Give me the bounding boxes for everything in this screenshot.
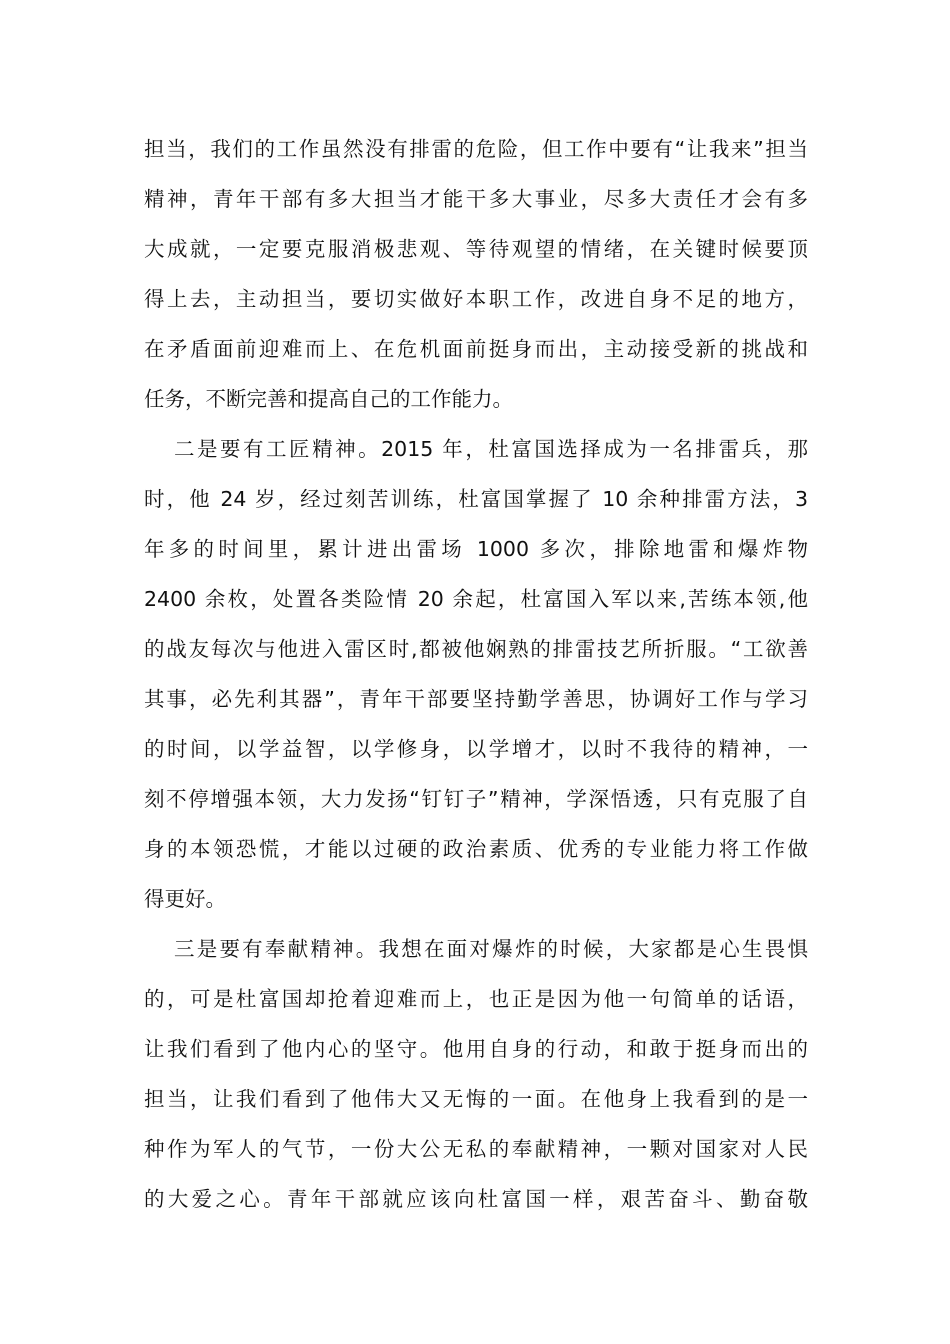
paragraph-3 — [144, 924, 808, 1224]
text-line: 大成就，一定要克服消极悲观、等待观望的情绪，在关键时候要顶 — [144, 237, 808, 261]
text-line: 担当，让我们看到了他伟大又无悔的一面。在他身上我看到的是一 — [144, 1087, 808, 1111]
text-line: 得更好。 — [144, 887, 226, 911]
paragraph-1 — [144, 124, 808, 424]
text-line: 得上去，主动担当，要切实做好本职工作，改进自身不足的地方， — [144, 287, 808, 311]
text-line: 年多的时间里，累计进出雷场 1000 多次，排除地雷和爆炸物 — [144, 537, 808, 561]
text-line: 三是要有奉献精神。我想在面对爆炸的时候，大家都是心生畏惧 — [174, 937, 808, 961]
text-line: 精神，青年干部有多大担当才能干多大事业，尽多大责任才会有多 — [144, 187, 808, 211]
text-line: 的战友每次与他进入雷区时,都被他娴熟的排雷技艺所折服。“工欲善 — [144, 637, 808, 661]
text-line: 刻不停增强本领，大力发扬“钉钉子”精神，学深悟透，只有克服了自 — [144, 787, 808, 811]
text-line: 其事，必先利其器”，青年干部要坚持勤学善思，协调好工作与学习 — [144, 687, 808, 711]
text-line: 种作为军人的气节，一份大公无私的奉献精神，一颗对国家对人民 — [144, 1137, 808, 1161]
text-line: 让我们看到了他内心的坚守。他用自身的行动，和敢于挺身而出的 — [144, 1037, 808, 1061]
text-line: 任务，不断完善和提高自己的工作能力。 — [144, 387, 513, 411]
text-line: 担当，我们的工作虽然没有排雷的危险，但工作中要有“让我来”担当 — [144, 137, 808, 161]
document-body — [144, 124, 808, 1224]
text-line: 身的本领恐慌，才能以过硬的政治素质、优秀的专业能力将工作做 — [144, 837, 808, 861]
text-line: 的，可是杜富国却抢着迎难而上，也正是因为他一句简单的话语， — [144, 987, 808, 1011]
text-line: 的大爱之心。青年干部就应该向杜富国一样，艰苦奋斗、勤奋敬 — [144, 1187, 808, 1211]
paragraph-2 — [144, 424, 808, 924]
text-line: 时，他 24 岁，经过刻苦训练，杜富国掌握了 10 余种排雷方法，3 — [144, 487, 808, 511]
text-line: 2400 余枚，处置各类险情 20 余起，杜富国入军以来,苦练本领,他 — [144, 587, 808, 611]
text-line: 在矛盾面前迎难而上、在危机面前挺身而出，主动接受新的挑战和 — [144, 337, 808, 361]
text-line: 的时间，以学益智，以学修身，以学增才，以时不我待的精神，一 — [144, 737, 808, 761]
text-line: 二是要有工匠精神。2015 年，杜富国选择成为一名排雷兵，那 — [174, 437, 808, 461]
